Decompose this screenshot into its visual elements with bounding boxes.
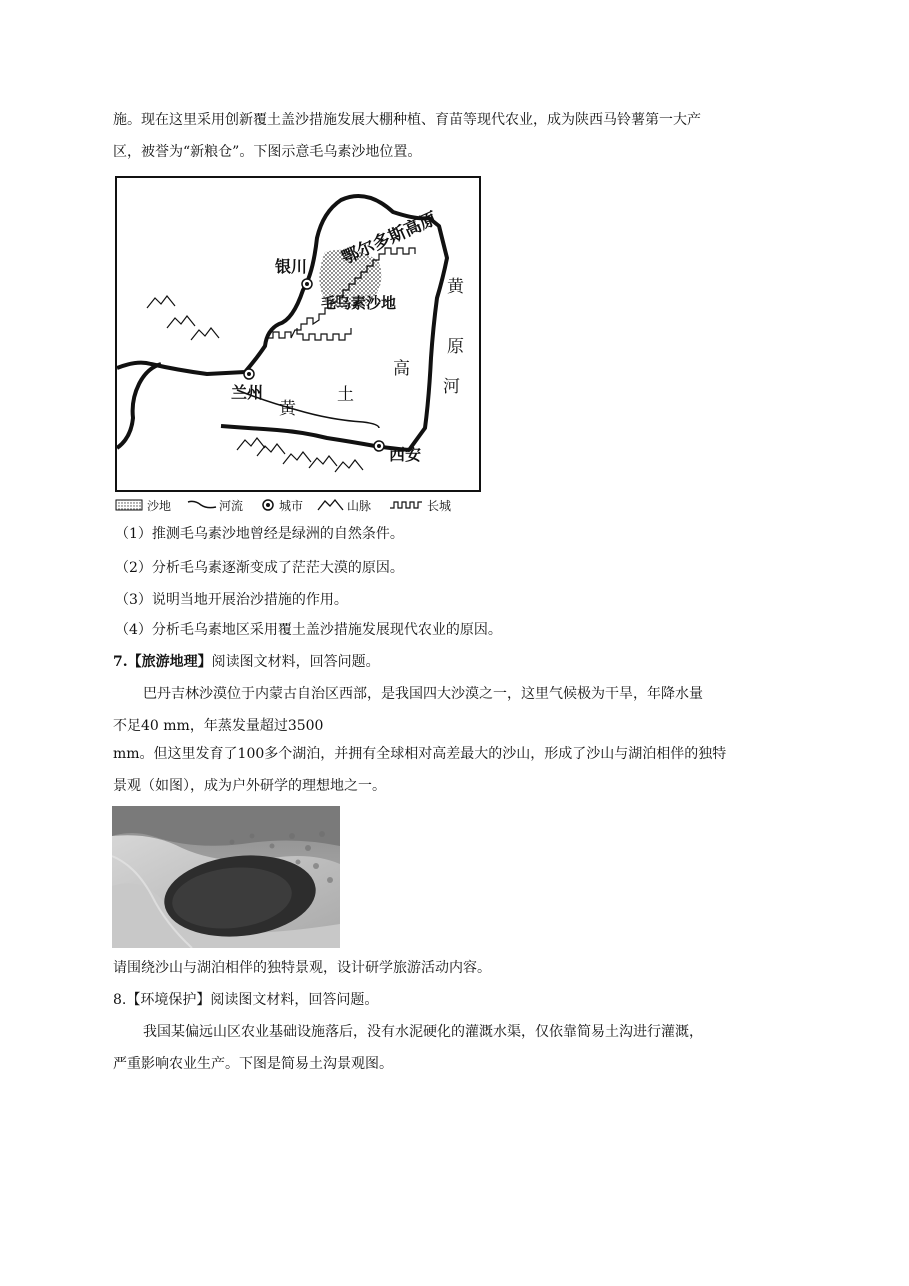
label-huang-right: 黄 [447, 277, 464, 297]
intro-line-1: 施。现在这里采用创新覆土盖沙措施发展大棚种植、育苗等现代农业，成为陕西马铃薯第一大产 [113, 112, 701, 128]
q8-header: 8.【环境保护】阅读图文材料，回答问题。 [113, 992, 379, 1008]
q7-para-line-2: 不足40 mm，年蒸发量超过3500 [113, 718, 324, 734]
legend-river-label: 河流 [219, 499, 244, 513]
label-gao: 高 [393, 359, 410, 379]
q8-para-line-2: 严重影响农业生产。下图是简易土沟景观图。 [113, 1056, 393, 1072]
label-he: 河 [443, 377, 460, 397]
legend-river-icon [187, 497, 217, 511]
legend-wall-icon [389, 497, 425, 511]
label-yinchuan: 银川 [275, 257, 308, 276]
q7-question: 请围绕沙山与湖泊相伴的独特景观，设计研学旅游活动内容。 [113, 960, 491, 976]
great-wall-south [297, 328, 351, 340]
yellow-river-west [117, 364, 161, 448]
q7-number: 7. [113, 654, 128, 670]
legend-wall-label: 长城 [427, 499, 452, 513]
city-yinchuan-marker [302, 279, 312, 289]
question-6-4: （4）分析毛乌素地区采用覆土盖沙措施发展现代农业的原因。 [115, 622, 502, 638]
label-lanzhou: 兰州 [231, 383, 264, 402]
q7-para-line-4: 景观（如图），成为户外研学的理想地之一。 [113, 778, 386, 794]
map-legend [115, 497, 495, 515]
q7-para-line-1: 巴丹吉林沙漠位于内蒙古自治区西部，是我国四大沙漠之一，这里气候极为干旱，年降水量 [143, 686, 703, 702]
legend-sand-label: 沙地 [147, 499, 172, 513]
q7-tag: 【旅游地理】 [127, 654, 212, 670]
question-6-1: （1）推测毛乌素沙地曾经是绿洲的自然条件。 [115, 526, 404, 542]
city-xian-marker [374, 441, 384, 451]
q8-para-line-1: 我国某偏远山区农业基础设施落后，没有水泥硬化的灌溉水渠，仅依靠简易土沟进行灌溉， [143, 1024, 703, 1040]
label-tu: 土 [337, 385, 354, 405]
legend-city-icon [261, 497, 275, 512]
city-lanzhou-marker [244, 369, 254, 379]
label-yuan: 原 [447, 337, 464, 357]
q7-header [113, 652, 380, 672]
muus-sandland-map [115, 176, 481, 492]
legend-city-label: 城市 [279, 499, 304, 513]
label-muus: 毛乌素沙地 [321, 294, 397, 312]
legend-mountain-label: 山脉 [347, 499, 372, 513]
mountain-range-south [237, 438, 363, 472]
legend-mountain-icon [317, 497, 345, 511]
label-huang-low: 黄 [279, 399, 296, 419]
question-6-2: （2）分析毛乌素逐渐变成了茫茫大漠的原因。 [115, 560, 404, 576]
question-6-3: （3）说明当地开展治沙措施的作用。 [115, 592, 348, 608]
label-ordos: 鄂尔多斯高原 [338, 208, 441, 269]
intro-line-2: 区，被誉为“新粮仓”。下图示意毛乌素沙地位置。 [113, 144, 422, 160]
sand-dune-lake-photo [112, 806, 340, 948]
label-xian: 西安 [389, 445, 422, 464]
legend-sand-swatch [115, 497, 143, 511]
q7-para-line-3: mm。但这里发育了100多个湖泊，并拥有全球相对高差最大的沙山，形成了沙山与湖泊相伴的独特 [113, 746, 727, 762]
mountain-range-west [147, 296, 219, 340]
q7-instruction: 阅读图文材料，回答问题。 [211, 654, 380, 670]
